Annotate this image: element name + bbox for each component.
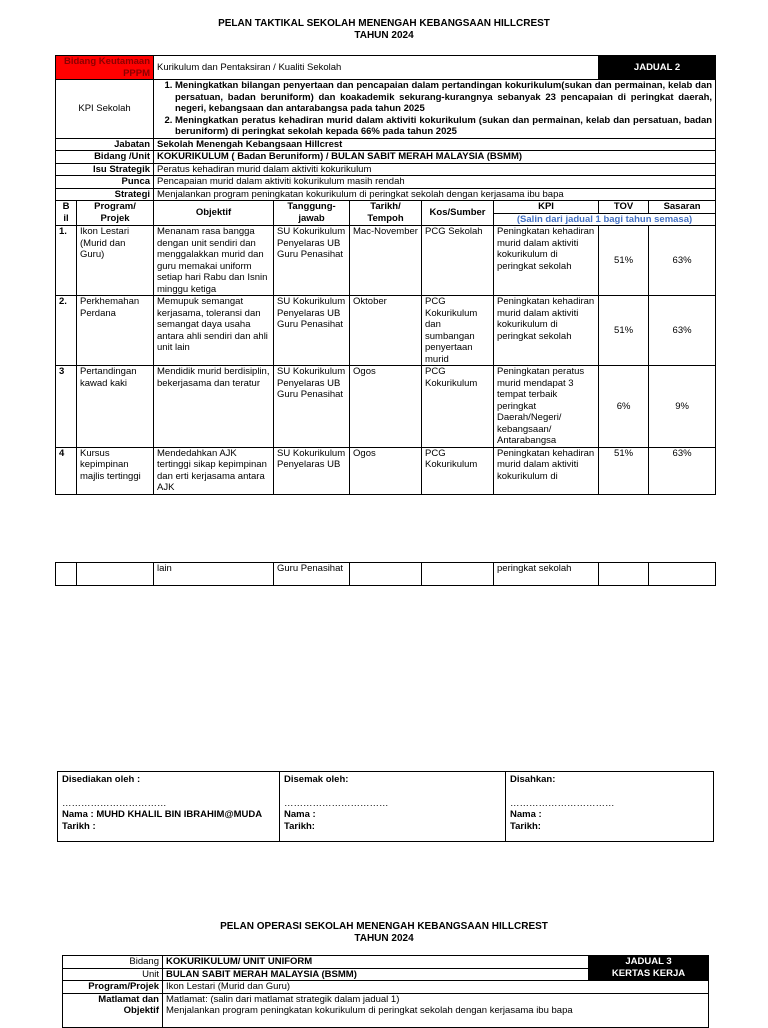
table-row bbox=[56, 366, 716, 448]
table-row bbox=[56, 447, 716, 494]
row-tanggung: SU Kokurikulum Penyelaras UB Guru Penasihat bbox=[274, 226, 350, 296]
row-kpi: peringkat sekolah bbox=[494, 563, 599, 586]
approved-by bbox=[506, 772, 714, 842]
bidang-label: Bidang Keutamaan PPPM bbox=[56, 56, 154, 80]
row-tov bbox=[599, 563, 649, 586]
row-tov: 51% bbox=[599, 226, 649, 296]
table-row bbox=[56, 563, 716, 586]
row-objektif: Mendedahkan AJK tertinggi sikap kepimpinan dan erti kerjasama antara AJK bbox=[154, 447, 274, 494]
ops-year: TAHUN 2024 bbox=[354, 933, 414, 944]
unit-value: KOKURIKULUM ( Badan Beruniform) / BULAN SABIT MERAH MALAYSIA (BSMM) bbox=[154, 151, 716, 164]
jabatan-value: Sekolah Menengah Kebangsaan Hillcrest bbox=[154, 138, 716, 151]
row-tarikh bbox=[350, 563, 422, 586]
col-kpi: KPI bbox=[494, 201, 599, 214]
col-tarikh: Tarikh/ Tempoh bbox=[350, 201, 422, 226]
ops-matlamat-value bbox=[163, 993, 709, 1027]
col-tov: TOV bbox=[599, 201, 649, 214]
col-program: Program/ Projek bbox=[77, 201, 154, 226]
row-sasaran: 9% bbox=[649, 366, 716, 448]
row-program bbox=[77, 563, 154, 586]
row-program: Pertandingan kawad kaki bbox=[77, 366, 154, 448]
row-tanggung: SU Kokurikulum Penyelaras UB Guru Penasihat bbox=[274, 296, 350, 366]
isu-value: Peratus kehadiran murid dalam aktiviti kokurikulum bbox=[154, 163, 716, 176]
kpi-label: KPI Sekolah bbox=[56, 80, 154, 139]
ops-plan-table bbox=[62, 955, 709, 1028]
reviewed-by bbox=[280, 772, 506, 842]
row-program: Kursus kepimpinan majlis tertinggi bbox=[77, 447, 154, 494]
row-kos: PCG Kokurikulum bbox=[422, 366, 494, 448]
table-row bbox=[56, 296, 716, 366]
row-objektif: Mendidik murid berdisiplin, bekerjasama dan teratur bbox=[154, 366, 274, 448]
row-tarikh: Oktober bbox=[350, 296, 422, 366]
signature-line: …………………………… bbox=[284, 797, 389, 809]
plan-title: PELAN TAKTIKAL SEKOLAH MENENGAH KEBANGSAAN HILLCREST bbox=[218, 18, 550, 29]
prepared-by bbox=[58, 772, 280, 842]
row-tarikh: Ogos bbox=[350, 366, 422, 448]
jabatan-label: Jabatan bbox=[56, 138, 154, 151]
row-tov: 51% bbox=[599, 447, 649, 494]
row-objektif: Memupuk semangat kerjasama, toleransi dan semangat daya usaha antara ahli sendiri dan ahli unit lain bbox=[154, 296, 274, 366]
row-kos bbox=[422, 563, 494, 586]
row-tarikh: Mac-November bbox=[350, 226, 422, 296]
row-kos: PCG Sekolah bbox=[422, 226, 494, 296]
jadual-badge: JADUAL 2 bbox=[599, 56, 716, 80]
row-kos: PCG Kokurikulum dan sumbangan penyertaan murid bbox=[422, 296, 494, 366]
ops-matlamat-label: Matlamat dan Objektif bbox=[63, 993, 163, 1027]
row-bil: 3 bbox=[56, 366, 77, 448]
strategi-value: Menjalankan program peningkatan kokurikulum di peringkat sekolah dengan kerjasama ibu bapa bbox=[154, 188, 716, 201]
row-sasaran: 63% bbox=[649, 226, 716, 296]
bidang-value: Kurikulum dan Pentaksiran / Kualiti Sekolah bbox=[154, 56, 599, 80]
row-tanggung: SU Kokurikulum Penyelaras UB bbox=[274, 447, 350, 494]
col-tanggung: Tanggung-jawab bbox=[274, 201, 350, 226]
row-kos: PCG Kokurikulum bbox=[422, 447, 494, 494]
reviewed-date: Tarikh: bbox=[284, 820, 315, 832]
row-objektif: Menanam rasa bangga dengan unit sendiri dan menggalakkan murid dan guru memakai uniform setiap hari Rabu dan Isnin minggu ketiga bbox=[154, 226, 274, 296]
isu-label: Isu Strategik bbox=[56, 163, 154, 176]
kpi-note: (Salin dari jadual 1 bagi tahun semasa) bbox=[494, 213, 716, 226]
row-kpi: Peningkatan peratus murid mendapat 3 tempat terbaik peringkat Daerah/Negeri/ kebangsaan/ Antarabangsa bbox=[494, 366, 599, 448]
signature-line: …………………………… bbox=[510, 797, 615, 809]
strategi-label: Strategi bbox=[56, 188, 154, 201]
row-tov: 6% bbox=[599, 366, 649, 448]
row-kpi: Peningkatan kehadiran murid dalam aktiviti kokurikulum di peringkat sekolah bbox=[494, 226, 599, 296]
signature-line: …………………………… bbox=[62, 797, 167, 809]
col-objektif: Objektif bbox=[154, 201, 274, 226]
prepared-name: Nama : MUHD KHALIL BIN IBRAHIM@MUDA bbox=[62, 809, 263, 820]
ops-objektif-text: Menjalankan program peningkatan kokurikulum di peringkat sekolah dengan kerjasama ibu bapa bbox=[166, 1005, 573, 1016]
approved-label: Disahkan: bbox=[510, 774, 556, 785]
prepared-date: Tarikh : bbox=[62, 820, 96, 832]
row-bil: 4 bbox=[56, 447, 77, 494]
continuation-table bbox=[55, 562, 716, 586]
punca-label: Punca bbox=[56, 176, 154, 189]
row-bil: 1. bbox=[56, 226, 77, 296]
col-bil: B il bbox=[56, 201, 77, 226]
row-kpi: Peningkatan kehadiran murid dalam aktiviti kokurikulum di bbox=[494, 447, 599, 494]
ops-jadual-badge bbox=[589, 956, 709, 981]
row-bil bbox=[56, 563, 77, 586]
ops-kertas: KERTAS KERJA bbox=[611, 968, 686, 979]
ops-bidang-label: Bidang bbox=[63, 956, 163, 969]
prepared-label: Disediakan oleh : bbox=[62, 774, 141, 785]
row-bil: 2. bbox=[56, 296, 77, 366]
row-program: Ikon Lestari (Murid dan Guru) bbox=[77, 226, 154, 296]
table-row bbox=[56, 226, 716, 296]
ops-unit-value: BULAN SABIT MERAH MALAYSIA (BSMM) bbox=[163, 968, 589, 981]
plan-year: TAHUN 2024 bbox=[354, 30, 414, 41]
punca-value: Pencapaian murid dalam aktiviti kokurikulum masih rendah bbox=[154, 176, 716, 189]
approved-name: Nama : bbox=[510, 809, 542, 820]
row-tarikh: Ogos bbox=[350, 447, 422, 494]
reviewed-name: Nama : bbox=[284, 809, 316, 820]
row-program: Perkhemahan Perdana bbox=[77, 296, 154, 366]
kpi-item: 2. Meningkatkan peratus kehadiran murid dalam aktiviti kokurikulum (sukan dan permainan, kelab dan persatuan, badan beruniform) di peringkat sekolah kepada 66% pada tahun 2025 bbox=[175, 115, 712, 138]
signature-table bbox=[57, 771, 714, 842]
kpi-item: 1. Meningkatkan bilangan penyertaan dan pencapaian dalam pertandingan kokurikulum(sukan dan permainan, kelab dan persatuan, badan beruniform) dan koakademik sekurang-kurangnya sebanyak 23 pencapaian di peringkat daerah, negeri, kebangsaan dan antarabangsa pada tahun 2025 bbox=[175, 80, 712, 115]
row-sasaran: 63% bbox=[649, 447, 716, 494]
tactical-plan-table bbox=[55, 55, 716, 495]
col-kos: Kos/Sumber bbox=[422, 201, 494, 226]
row-tanggung: SU Kokurikulum Penyelaras UB Guru Penasihat bbox=[274, 366, 350, 448]
row-kpi: Peningkatan kehadiran murid dalam aktiviti kokurikulum di peringkat sekolah bbox=[494, 296, 599, 366]
ops-jadual: JADUAL 3 bbox=[625, 956, 672, 967]
ops-bidang-value: KOKURIKULUM/ UNIT UNIFORM bbox=[163, 956, 589, 969]
approved-date: Tarikh: bbox=[510, 820, 541, 832]
col-sasaran: Sasaran bbox=[649, 201, 716, 214]
row-tov: 51% bbox=[599, 296, 649, 366]
ops-program-value: Ikon Lestari (Murid dan Guru) bbox=[163, 981, 709, 994]
row-sasaran: 63% bbox=[649, 296, 716, 366]
unit-label: Bidang /Unit bbox=[56, 151, 154, 164]
reviewed-label: Disemak oleh: bbox=[284, 774, 349, 785]
row-tanggung: Guru Penasihat bbox=[274, 563, 350, 586]
ops-title: PELAN OPERASI SEKOLAH MENENGAH KEBANGSAAN HILLCREST bbox=[220, 921, 548, 932]
ops-unit-label: Unit bbox=[63, 968, 163, 981]
row-sasaran bbox=[649, 563, 716, 586]
kpi-list bbox=[154, 80, 716, 139]
ops-matlamat-text: Matlamat: (salin dari matlamat strategik dalam jadual 1) bbox=[166, 993, 400, 1005]
ops-program-label: Program/Projek bbox=[63, 981, 163, 994]
row-objektif: lain bbox=[154, 563, 274, 586]
